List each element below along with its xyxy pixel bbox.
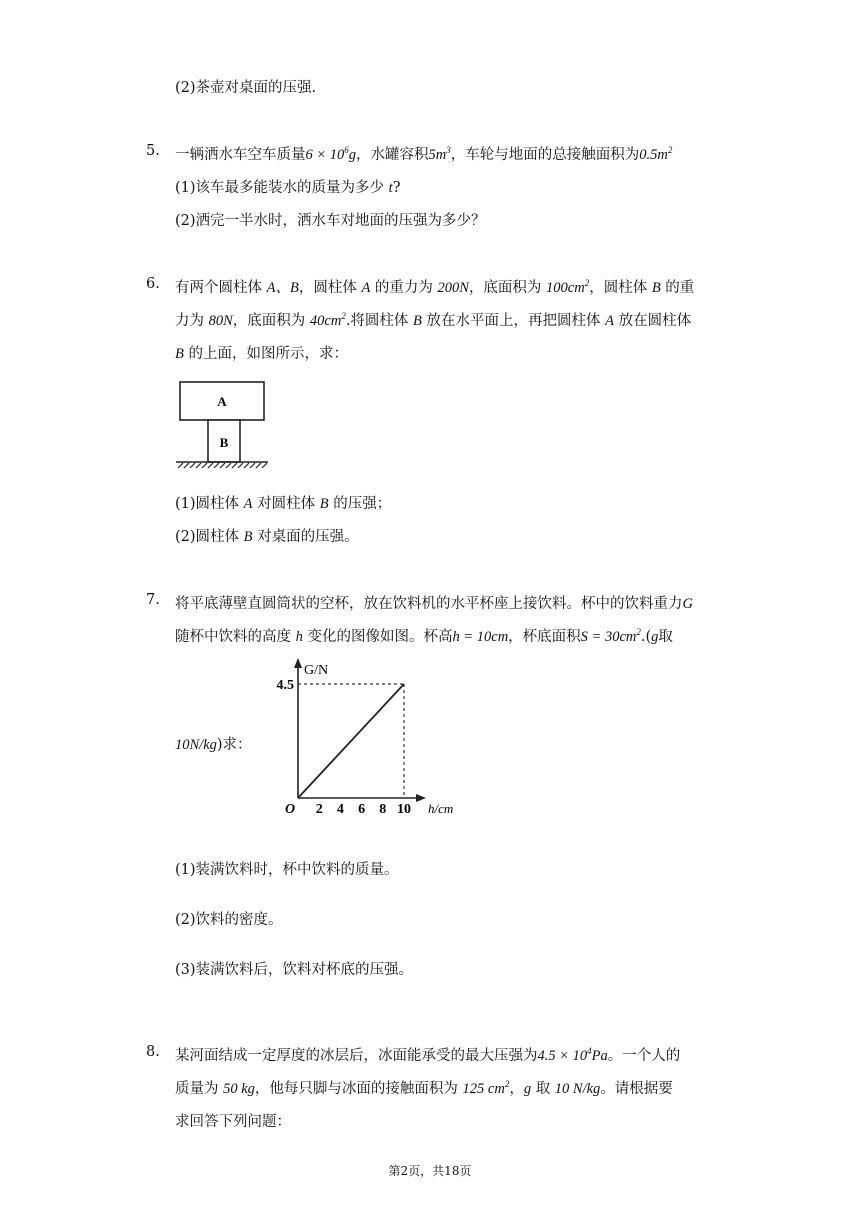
page-footer: 第2页，共18页 bbox=[388, 1164, 472, 1178]
x-axis-label: h/cm bbox=[428, 801, 454, 816]
y-axis-label: G/N bbox=[304, 663, 329, 678]
y-tick-label: 4.5 bbox=[276, 678, 294, 693]
q7-part3: (3)装满饮料后，饮料对杯底的压强。 bbox=[175, 962, 414, 978]
origin-label: O bbox=[284, 802, 296, 817]
q5-stem: 一辆洒水车空车质量$6 \times 10^6g$，水罐容积$5m^3$，车轮与地面的总接触面积为$0.5m^2$ bbox=[175, 145, 673, 163]
cylinder-a-label: A bbox=[217, 394, 227, 409]
x-tick-label: 10 bbox=[397, 802, 411, 817]
q6-stem-line1: 有两个圆柱体 A、B，圆柱体 A 的重力为 200N，底面积为 $100cm^2$，圆柱体 B 的重 bbox=[175, 278, 695, 296]
q7-part1: (1)装满饮料时，杯中饮料的质量。 bbox=[175, 862, 399, 878]
x-tick-label: 2 bbox=[315, 802, 323, 817]
x-tick-label: 6 bbox=[358, 802, 366, 817]
q7-stem-line2: 随杯中饮料的高度 h 变化的图像如图。杯高h = 10cm，杯底面积$S = 30cm^2.(g$取 bbox=[175, 627, 673, 645]
q6-number: 6. bbox=[146, 276, 160, 292]
series-line bbox=[298, 684, 404, 798]
x-tick-label: 8 bbox=[379, 802, 387, 817]
q7-stem-line1: 将平底薄壁直圆筒状的空杯，放在饮料机的水平杯座上接饮料。杯中的饮料重力G bbox=[175, 596, 693, 612]
q6-stem-line3: B 的上面，如图所示，求： bbox=[175, 346, 348, 362]
q8-stem-line2: 质量为 50 kg，他每只脚与冰面的接触面积为 125 $cm^2$，g 取 10 N/kg。请根据要 bbox=[175, 1079, 673, 1097]
q6-part1: (1)圆柱体 A 对圆柱体 B 的压强； bbox=[175, 496, 392, 512]
q8-stem-line3: 求回答下列问题： bbox=[175, 1114, 291, 1130]
x-axis-arrow bbox=[416, 794, 426, 802]
q6-part2: (2)圆柱体 B 对桌面的压强。 bbox=[175, 529, 359, 545]
stacked-cylinders-figure bbox=[172, 378, 272, 474]
q8-number: 8. bbox=[146, 1044, 160, 1060]
q7-part2: (2)饮料的密度。 bbox=[175, 912, 283, 928]
q6-stem-line2: 力为 80N，底面积为 $40cm^2$.将圆柱体 B 放在水平面上，再把圆柱体 A 放在圆柱体 bbox=[175, 311, 692, 329]
chart-series bbox=[298, 684, 404, 798]
q5-number: 5. bbox=[146, 143, 160, 159]
x-tick-label: 4 bbox=[336, 802, 344, 817]
q8-stem-line1: 某河面结成一定厚度的冰层后，冰面能承受的最大压强为$4.5 \times 10^4Pa$。一个人的 bbox=[175, 1046, 681, 1064]
q4-part2: (2)茶壶对桌面的压强. bbox=[175, 80, 317, 96]
y-axis-arrow bbox=[294, 658, 302, 668]
q5-part1: (1)该车最多能装水的质量为多少 t? bbox=[175, 180, 401, 196]
q7-number: 7. bbox=[146, 592, 160, 608]
g-vs-h-chart bbox=[270, 654, 460, 826]
cylinder-b-label: B bbox=[219, 435, 229, 450]
q5-part2: (2)洒完一半水时，洒水车对地面的压强为多少？ bbox=[175, 213, 486, 229]
q7-stem-line3: 10N/kg)求： bbox=[175, 737, 252, 753]
